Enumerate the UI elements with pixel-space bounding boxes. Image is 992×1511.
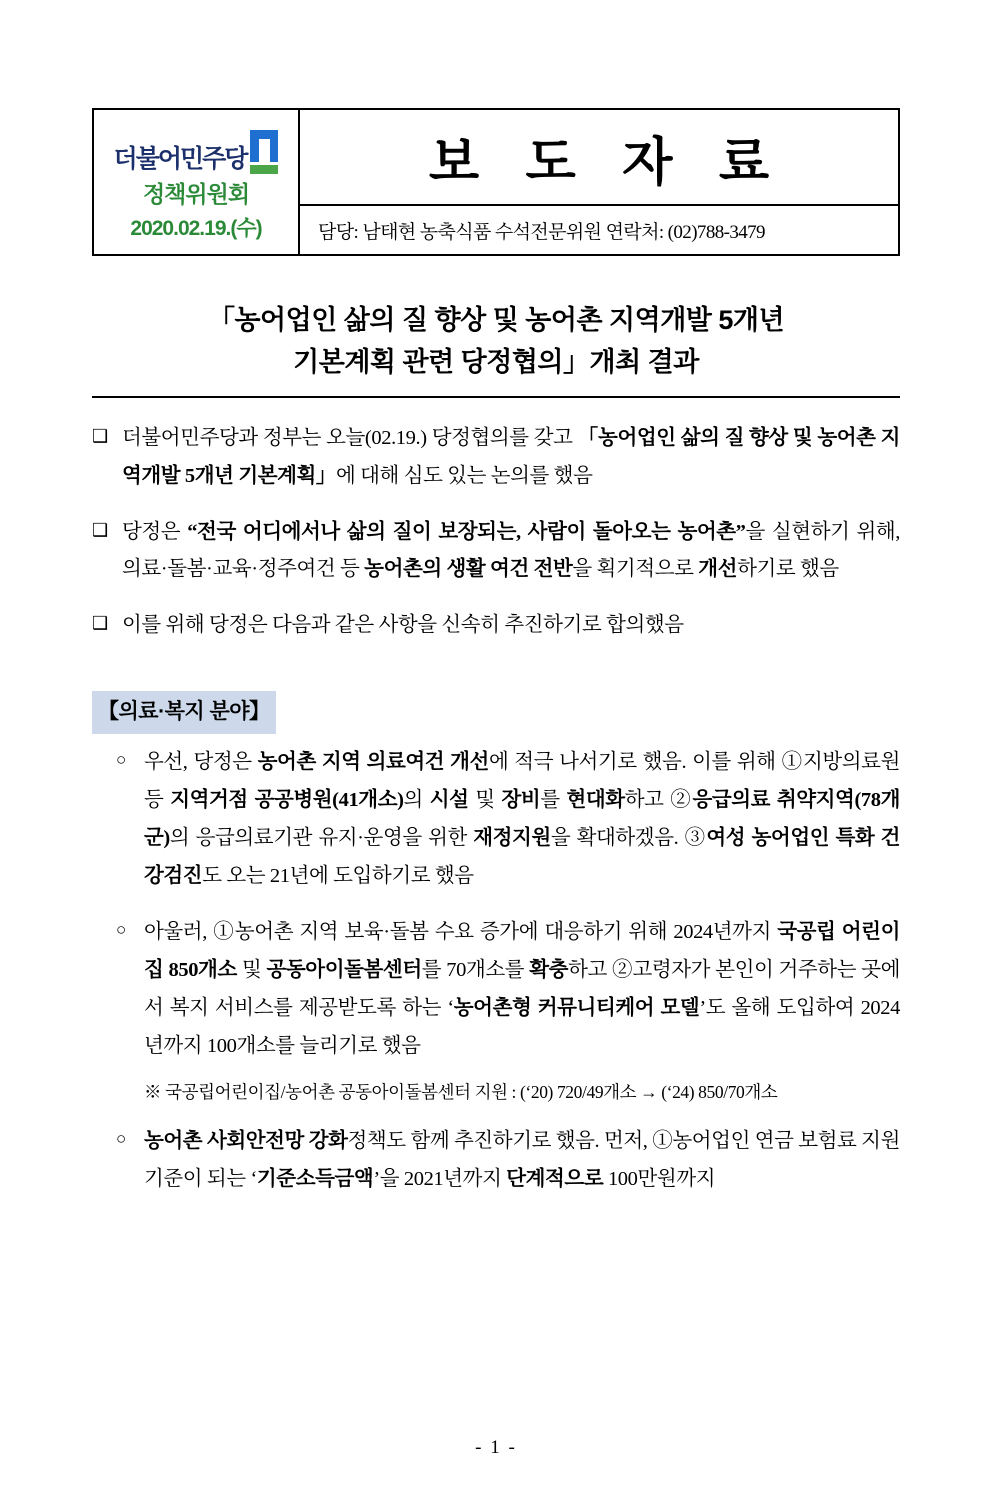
bullet-text: 더불어민주당과 정부는 오늘(02.19.) 당정협의를 갖고 「농어업인 삶의 질 향상 및 농어촌 지역개발 5개년 기본계획」에 대해 심도 있는 논의를 했음 xyxy=(122,426,900,487)
section-heading: 【의료·복지 분야】 xyxy=(92,691,276,734)
document-page xyxy=(0,108,992,1511)
committee-label: 정책위원회 xyxy=(142,181,250,207)
bullet-marker: ❑ xyxy=(92,519,108,540)
press-release-title: 보 도 자 료 xyxy=(300,110,898,206)
bullet-marker: ❑ xyxy=(92,613,108,634)
list-item-text: 우선, 당정은 농어촌 지역 의료여건 개선에 적극 나서기로 했음. 이를 위해 ①지방의료원 등 지역거점 공공병원(41개소)의 시설 및 장비를 현대화하고 ②응급의료 취약지역(78개 군)의 응급의료기관 유지·운영을 위한 재정지원을 확대하겠음. ③여성 농어업인 특화 건강검진도 오는 21년에 도입하기로 했음 xyxy=(144,751,900,887)
bullet-item xyxy=(92,420,900,496)
bullet-marker: ❑ xyxy=(92,425,108,446)
page-title xyxy=(92,300,900,384)
page-title-line-1: 「농어업인 삶의 질 향상 및 농어촌 지역개발 5개년 xyxy=(207,305,785,335)
bullet-item xyxy=(92,514,900,590)
list-item-text: 아울러, ①농어촌 지역 보육·돌봄 수요 증가에 대응하기 위해 2024년까지 국공립 어린이집 850개소 및 공동아이돌봄센터를 70개소를 확충하고 ②고령자가 본인이 거주하는 곳에서 복지 서비스를 제공받도록 하는 ‘농어촌형 커뮤니티케어 모델’도 올해 도입하여 2024년까지 100개소를 늘리기로 했음 xyxy=(144,920,901,1057)
bullet-text: 이를 위해 당정은 다음과 같은 사항을 신속히 추진하기로 합의했음 xyxy=(122,614,684,637)
list-marker: ○ xyxy=(116,1129,126,1149)
document-body xyxy=(92,420,900,1199)
list-item-text: 농어촌 사회안전망 강화정책도 함께 추진하기로 했음. 먼저, ①농어업인 연금 보험료 지원 기준이 되는 ‘기준소득금액’을 2021년까지 단계적으로 100만원까지 xyxy=(144,1130,900,1191)
page-number: - 1 - xyxy=(475,1437,517,1458)
list-marker: ○ xyxy=(116,750,126,770)
page-title-line-2: 기본계획 관련 당정협의」개최 결과 xyxy=(293,346,699,377)
party-logo-label: 더불어민주당 xyxy=(113,145,247,173)
party-logo xyxy=(114,120,279,174)
bullet-text: 당정은 “전국 어디에서나 삶의 질이 보장되는, 사람이 돌아오는 농어촌”을 실현하기 위해, 의료·돌봄·교육·정주여건 등 농어촌의 생활 여건 전반을 획기적으로 개선하기로 했음 xyxy=(122,520,901,581)
header-title-block xyxy=(300,110,898,254)
list-item xyxy=(92,1123,900,1199)
header-logo-block xyxy=(94,110,300,254)
list-item xyxy=(92,744,900,896)
title-divider xyxy=(92,396,900,398)
list-marker: ○ xyxy=(116,919,126,939)
party-logo-mark-icon xyxy=(250,130,278,174)
bullet-item xyxy=(92,607,900,645)
contact-line: 담당: 남태현 농축식품 수석전문위원 연락처: (02)788-3479 xyxy=(318,221,765,243)
release-date: 2020.02.19.(수) xyxy=(130,217,262,240)
list-item xyxy=(92,914,900,1066)
footnote: ※ 국공립어린이집/농어촌 공동아이돌봄센터 지원 : (‘20) 720/49개소 → (‘24) 850/70개소 xyxy=(144,1081,778,1102)
press-release-header xyxy=(92,108,900,256)
